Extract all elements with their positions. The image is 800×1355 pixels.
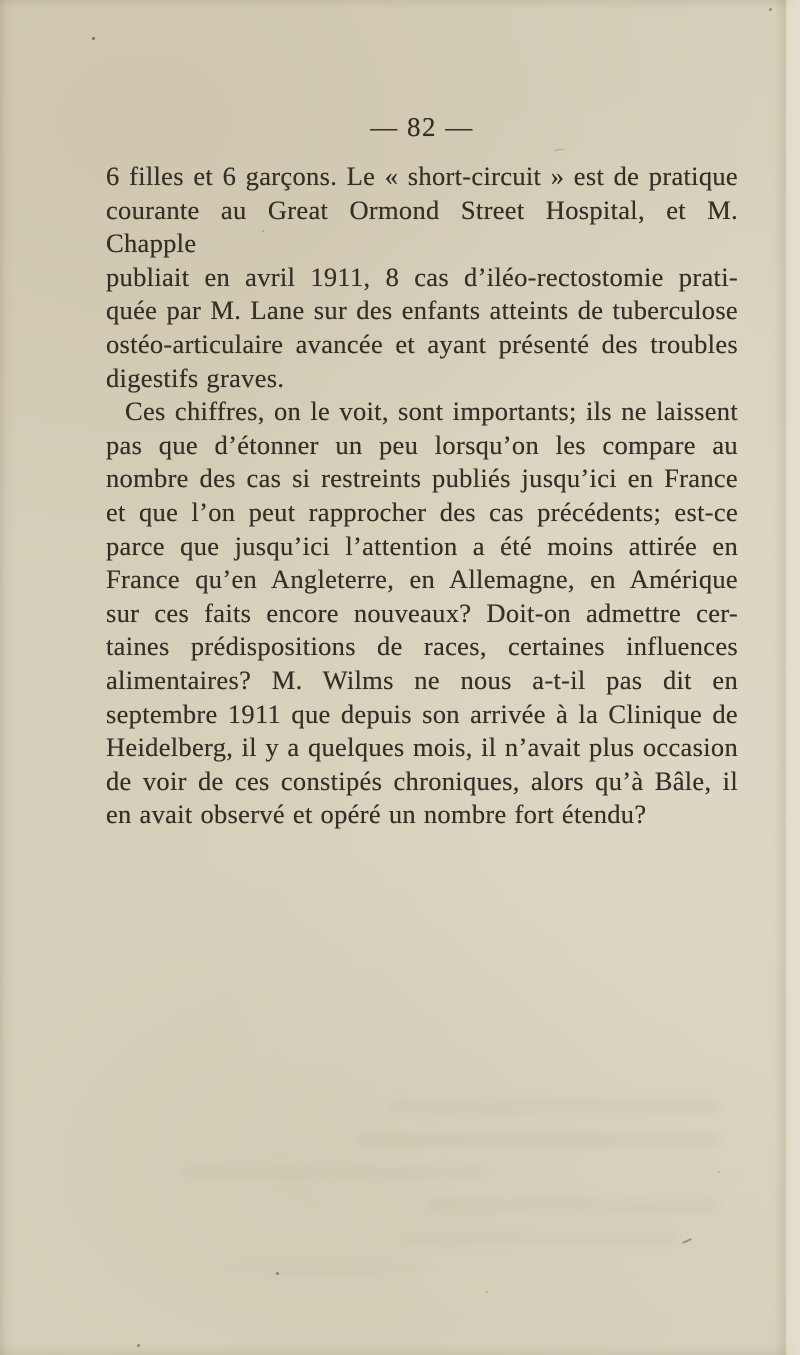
text-line: digestifs graves. <box>106 362 285 393</box>
text-line: courante au Great Ormond Street Hospital, et M. Chapple <box>106 194 738 259</box>
show-through-smudge <box>180 1167 490 1179</box>
text-line: en avait observé et opéré un nombre fort étendu? <box>106 799 647 830</box>
paper-speck <box>92 37 95 40</box>
text-line: nombre des cas si restreints publiés jusqu’ici en France <box>106 463 738 494</box>
text-line: Heidelberg, il y a quelques mois, il n’avait plus occasion <box>106 732 738 763</box>
show-through-smudge <box>424 1200 720 1212</box>
text-line: 6 filles et 6 garçons. Le « short-circuit » est de pratique <box>106 161 738 191</box>
paper-speck <box>486 1291 488 1293</box>
text-line: pas que d’étonner un peu lorsqu’on les compare au <box>106 429 738 460</box>
text-line: parce que jusqu’ici l’attention a été moins attirée en <box>106 530 738 561</box>
paragraph <box>106 395 738 832</box>
body-text <box>106 160 738 832</box>
text-line: sur ces faits encore nouveaux? Doit-on admettre cer- <box>106 597 738 628</box>
text-line: alimentaires? M. Wilms ne nous a-t-il pas dit en <box>106 664 738 695</box>
paper-speck <box>718 1171 720 1173</box>
text-line: ostéo-articulaire avancée et ayant présenté des troubles <box>106 328 738 359</box>
text-line: et que l’on peut rapprocher des cas précédents; est-ce <box>106 496 738 527</box>
show-through-smudge <box>398 1233 678 1244</box>
text-line: taines prédispositions de races, certaines influences <box>106 631 738 662</box>
paper-speck <box>262 230 264 232</box>
text-line: publiait en avril 1911, 8 cas d’iléo-rectostomie prati- <box>106 261 738 292</box>
text-line: de voir de ces constipés chroniques, alors qu’à Bâle, il <box>106 765 738 796</box>
paper-speck <box>769 8 772 11</box>
show-through-smudge <box>222 1263 422 1273</box>
paragraph <box>106 160 738 395</box>
show-through-smudge <box>390 1100 720 1112</box>
paper-speck <box>137 1344 140 1347</box>
paper-speck <box>276 1272 279 1275</box>
paper-scratch <box>682 1238 692 1244</box>
paper-crease <box>554 148 565 154</box>
text-line: Ces chiffres, on le voit, sont importants; ils ne laissent <box>125 396 738 427</box>
page-number: — 82 — <box>370 112 474 142</box>
text-line: quée par M. Lane sur des enfants atteints de tuberculose <box>106 295 738 326</box>
text-line: France qu’en Angleterre, en Allemagne, en Amérique <box>106 564 738 595</box>
show-through-smudge <box>356 1134 720 1146</box>
text-line: septembre 1911 que depuis son arrivée à la Clinique de <box>106 698 738 729</box>
